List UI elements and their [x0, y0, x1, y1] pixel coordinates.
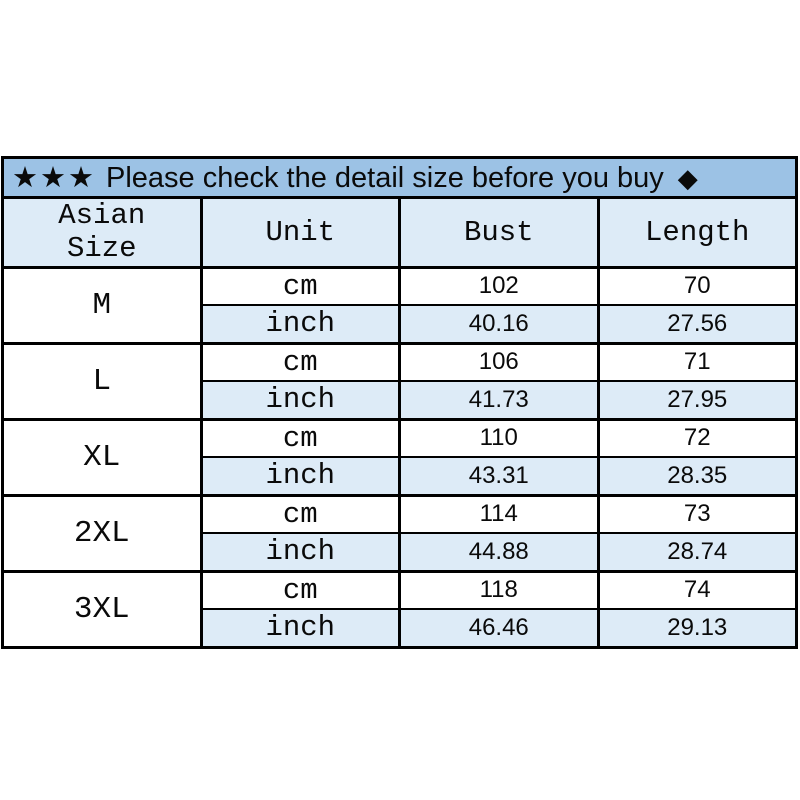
bust-value: 46.46	[400, 609, 599, 647]
length-value: 28.35	[598, 457, 797, 495]
length-value: 71	[598, 343, 797, 381]
banner	[3, 158, 797, 198]
size-chart-table	[1, 156, 798, 649]
bust-value: 110	[400, 419, 599, 457]
unit-cm-label: cm	[201, 267, 400, 305]
bust-value: 44.88	[400, 533, 599, 571]
length-value: 74	[598, 571, 797, 609]
length-value: 27.56	[598, 305, 797, 343]
bust-value: 102	[400, 267, 599, 305]
banner-row	[3, 158, 797, 198]
size-label-3xl: 3XL	[3, 571, 202, 647]
length-value: 70	[598, 267, 797, 305]
unit-cm-label: cm	[201, 343, 400, 381]
bust-value: 114	[400, 495, 599, 533]
size-label-l: L	[3, 343, 202, 419]
unit-inch-label: inch	[201, 305, 400, 343]
header-unit: Unit	[201, 198, 400, 268]
length-value: 72	[598, 419, 797, 457]
unit-cm-label: cm	[201, 495, 400, 533]
header-asian-size	[3, 198, 202, 268]
unit-cm-label: cm	[201, 419, 400, 457]
table-row	[3, 495, 797, 533]
header-bust: Bust	[400, 198, 599, 268]
length-value: 27.95	[598, 381, 797, 419]
length-value: 73	[598, 495, 797, 533]
bust-value: 43.31	[400, 457, 599, 495]
table-row	[3, 343, 797, 381]
bust-value: 106	[400, 343, 599, 381]
size-label-m: M	[3, 267, 202, 343]
header-asian-size-label: Asian Size	[58, 199, 146, 266]
table-header-row	[3, 198, 797, 268]
star-icons: ★★★	[12, 162, 96, 194]
table-row	[3, 571, 797, 609]
bust-value: 41.73	[400, 381, 599, 419]
bust-value: 40.16	[400, 305, 599, 343]
unit-inch-label: inch	[201, 609, 400, 647]
unit-cm-label: cm	[201, 571, 400, 609]
size-label-2xl: 2XL	[3, 495, 202, 571]
diamond-icon: ◆	[677, 163, 698, 193]
banner-text: Please check the detail size before you buy	[106, 162, 664, 194]
header-length: Length	[598, 198, 797, 268]
unit-inch-label: inch	[201, 381, 400, 419]
unit-inch-label: inch	[201, 457, 400, 495]
bust-value: 118	[400, 571, 599, 609]
length-value: 29.13	[598, 609, 797, 647]
size-label-xl: XL	[3, 419, 202, 495]
unit-inch-label: inch	[201, 533, 400, 571]
table-row	[3, 267, 797, 305]
table-row	[3, 419, 797, 457]
length-value: 28.74	[598, 533, 797, 571]
